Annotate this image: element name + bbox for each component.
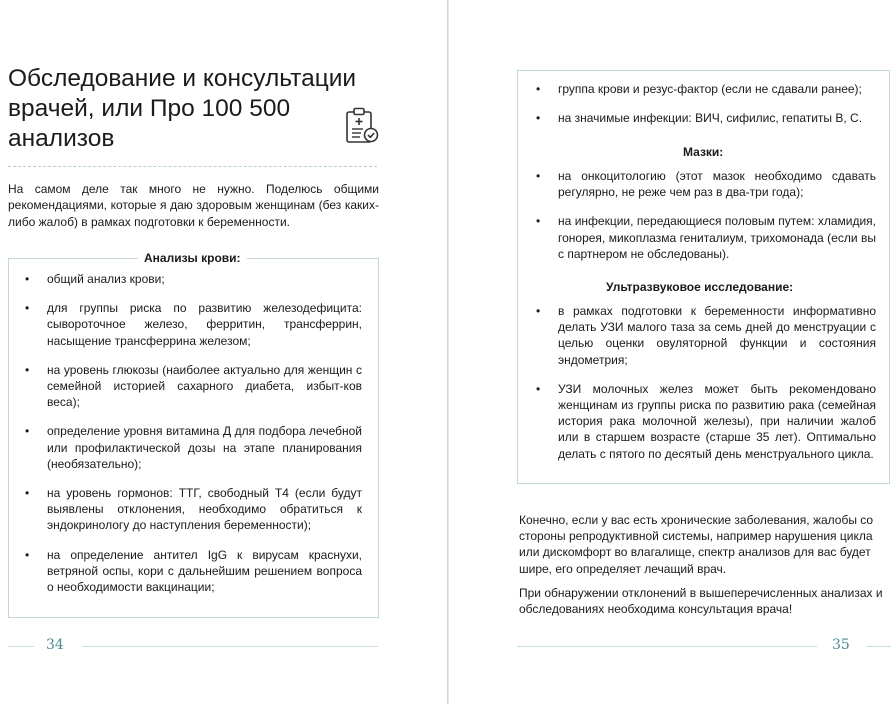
blood-tests-continued-list	[536, 81, 876, 139]
smears-heading: Мазки:	[683, 145, 724, 159]
ultrasound-heading: Ультразвуковое исследование:	[606, 280, 794, 294]
closing-paragraph-1: Конечно, если у вас есть хронические заболевания, жалобы со стороны репродуктивной системы, например нарушения цикла или дискомфорт во влагалище, спектр анализов для вас будет шире, его определяет лечащий врач.	[519, 513, 874, 576]
bullet-icon: •	[25, 486, 30, 501]
footer-rule-right	[82, 646, 378, 647]
list-item: • в рамках подготовки к беременности информативно делать УЗИ малого таза за семь дней до менструации с целью оценки овуляторной функции и состояния эндометрия;	[536, 304, 876, 367]
clipboard-check-icon	[343, 106, 381, 146]
list-item: • общий анализ крови;	[25, 272, 165, 286]
footer-rule-left	[517, 646, 817, 647]
list-item: • на уровень гормонов: ТТГ, свободный Т4 (если будут выявлены отклонения, необходимо обратиться к эндокринологу до наступления беременности);	[25, 486, 362, 533]
smears-list	[536, 168, 876, 275]
right-page	[449, 0, 894, 704]
list-item: • группа крови и резус-фактор (если не сдавали ранее);	[536, 82, 862, 96]
blood-tests-list	[25, 271, 362, 608]
bullet-icon: •	[536, 111, 541, 126]
list-item: • на онкоцитологию (этот мазок необходимо сдавать регулярно, не реже чем раз в два-три года);	[536, 169, 876, 200]
bullet-icon: •	[25, 301, 30, 316]
list-item: • на определение антител IgG к вирусам краснухи, ветряной оспы, кори с дальнейшим решением вопроса о необходимости вакцинации;	[25, 547, 362, 595]
bullet-icon: •	[25, 547, 30, 562]
intro-paragraph: На самом деле так много не нужно. Поделюсь общими рекомендациями, которые я даю здоровым женщинам (без каких-либо жалоб) в рамках подготовки к беременности.	[8, 182, 379, 229]
list-item: • для группы риска по развитию железодефицита: сывороточное железо, ферритин, трансферрин, насыщение трансферрина железом;	[25, 301, 362, 348]
bullet-icon: •	[536, 214, 541, 229]
title-divider	[8, 166, 377, 167]
bullet-icon: •	[536, 169, 541, 183]
bullet-icon: •	[25, 272, 30, 286]
blood-tests-box	[8, 251, 379, 618]
list-item: • на уровень глюкозы (наиболее актуально для женщин с семейной историей сахарного диабета, избыт-ков веса);	[25, 362, 362, 410]
page-number-left: 34	[46, 637, 64, 653]
tests-continued-box	[517, 70, 890, 484]
list-item: • определение уровня витамина Д для подбора лечебной или профилактической дозы на этапе планирования (необязательно);	[25, 424, 362, 471]
blood-tests-heading: Анализы крови:	[138, 251, 247, 265]
ultrasound-list	[536, 303, 876, 475]
closing-paragraph-2: При обнаружении отклонений в вышеперечисленных анализах и обследованиях необходима консультация врача!	[519, 586, 883, 617]
footer-rule-left	[8, 646, 34, 647]
bullet-icon: •	[25, 424, 30, 439]
bullet-icon: •	[25, 362, 30, 377]
list-item: • на значимые инфекции: ВИЧ, сифилис, гепатиты В, С.	[536, 111, 863, 126]
chapter-title: Обследование и консультации врачей, или Про 100 500 анализов	[8, 65, 357, 152]
list-item: • на инфекции, передающиеся половым путем: хламидия, гонорея, микоплазма гениталиум, трихомонада (если вы с партнером не обследованы).	[536, 214, 876, 261]
bullet-icon: •	[536, 304, 541, 318]
page-number-right: 35	[832, 637, 850, 653]
footer-rule-right	[867, 646, 891, 647]
bullet-icon: •	[536, 82, 541, 96]
bullet-icon: •	[536, 381, 541, 396]
list-item: • УЗИ молочных желез может быть рекомендовано женщинам из группы риска по развитию рака (семейная история рака молочной железы), при наличии жалоб или в старшем возрасте (старше 35 лет). Оптимально делать с пятого по десятый день менструального цикла.	[536, 381, 876, 461]
